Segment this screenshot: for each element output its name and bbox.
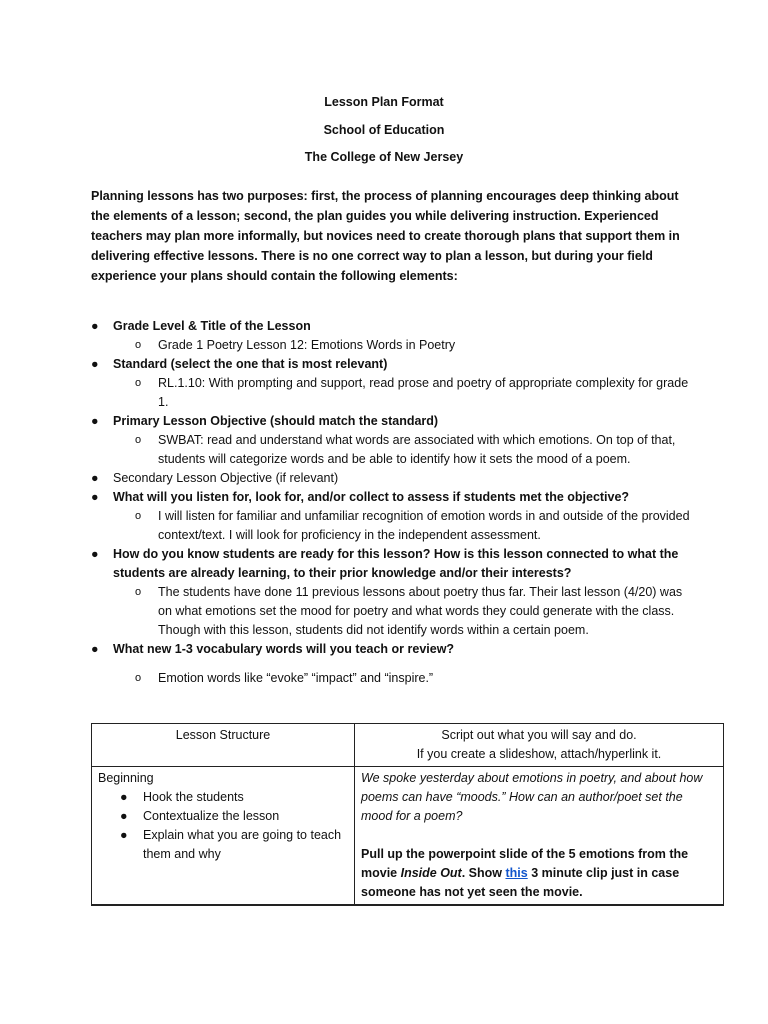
element-label: How do you know students are ready for this lesson? How is this lesson connected to what the students are already learning, to their prior knowledge and/or their interests? — [113, 547, 679, 580]
college-name: The College of New Jersey — [304, 150, 464, 164]
sub-list-item — [91, 507, 691, 545]
bullet-icon: ● — [91, 471, 99, 485]
sub-bullet-icon: o — [135, 672, 142, 684]
col-header-script-line1: Script out what you will say and do. — [441, 728, 637, 742]
bullet-icon: ● — [120, 790, 128, 804]
element-detail: The students have done 11 previous lessons about poetry thus far. Their last lesson (4/20) was on what emotions set the mood for poetry and what words they could generate with the class. Though with this lesson, students did not identify words within a certain poem. — [158, 585, 683, 637]
bullet-icon: ● — [91, 547, 99, 561]
element-label: What new 1-3 vocabulary words will you teach or review? — [113, 642, 455, 656]
sub-list-item — [91, 336, 691, 355]
sub-bullet-icon: o — [135, 510, 142, 522]
element-label: Secondary Lesson Objective (if relevant) — [113, 471, 339, 485]
beginning-cell — [92, 767, 355, 906]
sub-list-item — [91, 583, 691, 640]
sub-bullet-icon: o — [135, 377, 142, 389]
element-detail: RL.1.10: With prompting and support, read prose and poetry of appropriate complexity for grade 1. — [158, 376, 689, 409]
section-title: Beginning — [98, 771, 154, 785]
item-text: Hook the students — [143, 790, 244, 804]
bullet-icon: ● — [91, 490, 99, 504]
sub-list-item — [91, 669, 691, 688]
col-header-script — [355, 724, 724, 767]
element-detail: Grade 1 Poetry Lesson 12: Emotions Words in Poetry — [158, 338, 456, 352]
lesson-structure-table — [91, 723, 724, 906]
sub-bullet-icon: o — [135, 586, 142, 598]
element-detail: I will listen for familiar and unfamiliar recognition of emotion words in and outside of the provided context/text. I will look for proficiency in the independent assessment. — [158, 509, 690, 542]
script-cell — [355, 767, 724, 906]
list-item — [91, 469, 691, 488]
beginning-list — [98, 788, 348, 864]
script-intro: We spoke yesterday about emotions in poetry, and about how poems can have “moods.” How can an author/poet set the mood for a poem? — [361, 771, 703, 823]
list-item — [91, 640, 691, 659]
list-item — [91, 317, 691, 336]
table-header-row — [92, 724, 724, 767]
col-header-lesson-structure: Lesson Structure — [92, 724, 355, 767]
movie-title: Inside Out — [400, 866, 462, 880]
table-row — [92, 767, 724, 906]
script-text: Pull up the powerpoint slide of the 5 emotions from the movie — [361, 847, 689, 880]
element-label: Grade Level & Title of the Lesson — [113, 319, 311, 333]
item-text: Explain what you are going to teach them and why — [143, 828, 342, 861]
list-item — [98, 826, 348, 864]
col-header-script-line2: If you create a slideshow, attach/hyperlink it. — [416, 747, 662, 761]
bullet-icon: ● — [91, 319, 99, 333]
element-label: What will you listen for, look for, and/or collect to assess if students met the objective? — [113, 490, 630, 504]
elements-list — [91, 317, 691, 688]
script-text: 3 minute clip just in case someone has not yet seen the movie. — [361, 866, 680, 899]
list-item — [98, 807, 348, 826]
script-instructions — [361, 845, 717, 902]
school-name: School of Education — [323, 123, 445, 137]
sub-bullet-icon: o — [135, 339, 142, 351]
list-item — [98, 788, 348, 807]
bullet-icon: ● — [120, 809, 128, 823]
list-item — [91, 355, 691, 374]
sub-list-item — [91, 431, 691, 469]
list-item — [91, 545, 691, 583]
bullet-icon: ● — [91, 642, 99, 656]
bullet-icon: ● — [91, 414, 99, 428]
element-label: Standard (select the one that is most relevant) — [113, 357, 388, 371]
element-label: Primary Lesson Objective (should match the standard) — [113, 414, 439, 428]
bullet-icon: ● — [120, 828, 128, 842]
element-detail: SWBAT: read and understand what words are associated with which emotions. On top of that, students will categorize words and be able to identify how it sets the mood of a poem. — [158, 433, 676, 466]
clip-link[interactable]: this — [505, 866, 528, 880]
list-item — [91, 412, 691, 431]
bullet-icon: ● — [91, 357, 99, 371]
sub-bullet-icon: o — [135, 434, 142, 446]
script-text: . Show — [461, 866, 506, 880]
list-item — [91, 488, 691, 507]
item-text: Contextualize the lesson — [143, 809, 280, 823]
sub-list-item — [91, 374, 691, 412]
intro-paragraph: Planning lessons has two purposes: first, the process of planning encourages deep thinking about the elements of a lesson; second, the plan guides you while delivering instruction. Experienced teachers may plan more informally, but novices need to create thorough plans that support them in delivering effective lessons. There is no one correct way to plan a lesson, but during your field experience your plans should contain the following elements: — [91, 189, 680, 283]
doc-title: Lesson Plan Format — [324, 95, 444, 109]
element-detail: Emotion words like “evoke” “impact” and “inspire.” — [158, 671, 434, 685]
